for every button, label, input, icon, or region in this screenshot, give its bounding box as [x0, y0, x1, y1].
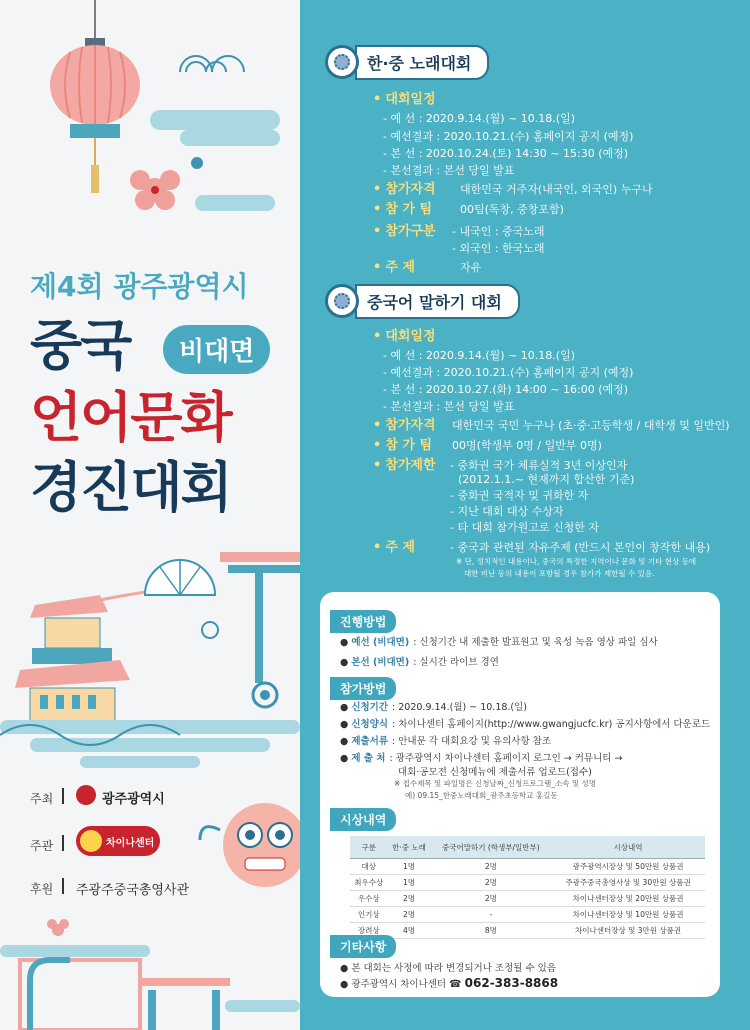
- prize-col-header: 한·중 노래: [387, 836, 430, 859]
- table-row: [350, 923, 705, 939]
- apply-item-label: 신청양식: [351, 719, 389, 730]
- divider: [62, 788, 64, 804]
- song-schedule-line: - 본 선 : 2020.10.24.(토) 14:30 ~ 15:30 (예정): [383, 147, 629, 160]
- prize-cell: 8명: [431, 923, 551, 939]
- song-schedule-line: - 본선결과 : 본선 당일 발표: [383, 164, 515, 177]
- prize-cell: 1명: [387, 859, 430, 875]
- apply-item: ● 신청양식 : 차이나센터 홈페이지(http://www.gwangjucfc.kr) 공지사항에서 다운로드: [340, 719, 711, 730]
- prize-cell: 차이나센터장상 및 3만원 상품권: [551, 923, 705, 939]
- song-category-label: • 참가구분: [373, 220, 436, 239]
- poster-title-line3: 경진대회: [30, 456, 231, 519]
- speech-restriction: - 지난 대회 대상 수상자: [450, 505, 564, 518]
- prize-table: [350, 836, 705, 939]
- prize-cell: 2명: [387, 907, 430, 923]
- poster-title-line1: 중국: [30, 314, 131, 377]
- flower-emblem-icon: [325, 45, 359, 79]
- speech-eligibility-label: • 참가자격: [373, 414, 436, 433]
- speech-restriction: - 중화권 국가 체류실적 3년 이상인자: [450, 459, 628, 472]
- apply-item: ● 제출서류 : 안내문 각 대회요강 및 유의사항 참조: [340, 736, 552, 747]
- song-schedule-label: • 대회일정: [373, 88, 436, 107]
- table-row: [350, 859, 705, 875]
- process-item: ● 예선 (비대면) : 신청기간 내 제출한 발표원고 및 육성 녹음 영상 파일 심사: [340, 637, 658, 648]
- etc-item: ● 본 대회는 사정에 따라 변경되거나 조정될 수 있음: [340, 963, 556, 974]
- prize-table-header: [350, 836, 705, 859]
- phone-icon: ☎: [449, 979, 462, 990]
- apply-item-label: 제 출 처: [351, 753, 386, 764]
- apply-item-text: : 광주광역시 차이나센터 홈페이지 로그인 → 커뮤니티 →: [389, 753, 623, 764]
- prize-cell: 1명: [387, 875, 430, 891]
- speech-restriction: - 중화권 국적자 및 귀화한 자: [450, 489, 589, 502]
- apply-item-label: 제출서류: [351, 736, 389, 747]
- manager-label: 주관: [30, 839, 54, 853]
- etc-heading: 기타사항: [330, 935, 396, 958]
- apply-item-label: 신청기간: [351, 702, 389, 713]
- song-schedule-line: - 예 선 : 2020.9.14.(월) ~ 10.18.(일): [383, 112, 576, 125]
- speech-restriction-label: • 참가제한: [373, 454, 436, 473]
- flower-emblem-icon: [325, 284, 359, 318]
- song-schedule-line: - 예선결과 : 2020.10.21.(수) 홈페이지 공지 (예정): [383, 130, 634, 143]
- etc-phone: 062-383-8868: [464, 976, 559, 990]
- prize-cell: 대상: [350, 859, 387, 875]
- apply-item: ● 제 출 처 : 광주광역시 차이나센터 홈페이지 로그인 → 커뮤니티 →: [340, 753, 623, 764]
- speech-note: ※ 단, 정치적인 내용이나, 중국의 특정한 지역이나 문화 및 기타 현상 등에: [456, 557, 697, 566]
- song-eligibility: 대한민국 거주자(내국인, 외국인) 누구나: [460, 183, 653, 196]
- prize-cell: 2명: [431, 859, 551, 875]
- table-row: [350, 875, 705, 891]
- speech-restriction: - 타 대회 참가원고로 신청한 자: [450, 521, 599, 534]
- apply-note: 예) 09.15_한중노래대회_광주초등학교 홍길동: [405, 791, 558, 800]
- prize-cell: 장려상: [350, 923, 387, 939]
- divider: [62, 878, 64, 894]
- sponsor-label: 후원: [30, 882, 54, 896]
- poster-title-line2: 언어문화: [30, 386, 231, 449]
- song-teams: 00팀(독창, 중창포함): [460, 203, 564, 216]
- etc-contact: ● 광주광역시 차이나센터 ☎ 062-383-8868: [340, 976, 559, 990]
- table-row: [350, 907, 705, 923]
- speech-schedule-line: - 본 선 : 2020.10.27.(화) 14:00 ~ 16:00 (예정): [383, 383, 629, 396]
- song-section-title: 한·중 노래대회: [355, 45, 489, 80]
- prize-cell: 인기상: [350, 907, 387, 923]
- apply-item-text: : 차이나센터 홈페이지(http://www.gwangjucfc.kr) 공지사항에서 다운로드: [392, 719, 711, 730]
- process-item-label: 예선 (비대면): [351, 637, 410, 648]
- china-center-logo: [76, 826, 160, 856]
- poster-subtitle: 제4회 광주광역시: [30, 270, 249, 303]
- etc-item-text: 본 대회는 사정에 따라 변경되거나 조정될 수 있음: [351, 963, 556, 974]
- song-teams-label: • 참 가 팀: [373, 198, 432, 217]
- speech-schedule-label: • 대회일정: [373, 325, 436, 344]
- apply-submit-cont: 대회·공모전 신청메뉴에 제출서류 업로드(접수): [398, 767, 592, 778]
- song-theme-label: • 주 제: [373, 256, 415, 275]
- prize-cell: 우수상: [350, 891, 387, 907]
- process-item-text: : 신청기간 내 제출한 발표원고 및 육성 녹음 영상 파일 심사: [413, 637, 658, 648]
- song-category: - 내국인 : 중국노래: [452, 225, 545, 238]
- apply-item-text: : 2020.9.14.(월) ~ 10.18.(일): [392, 702, 528, 713]
- process-item: ● 본선 (비대면) : 실시간 라이브 경연: [340, 657, 499, 668]
- prize-col-header: 구분: [350, 836, 387, 859]
- prize-cell: -: [431, 907, 551, 923]
- song-eligibility-label: • 참가자격: [373, 178, 436, 197]
- speech-schedule-line: - 본선결과 : 본선 당일 발표: [383, 400, 515, 413]
- speech-restriction: (2012.1.1.~ 현재까지 합산한 기준): [458, 473, 635, 486]
- apply-heading: 참가방법: [330, 677, 396, 700]
- prize-cell: 광주광역시장상 및 50만원 상품권: [551, 859, 705, 875]
- divider: [62, 835, 64, 851]
- host-name: 광주광역시: [102, 792, 165, 807]
- prizes-heading: 시상내역: [330, 808, 396, 831]
- prize-col-header: 시상내역: [551, 836, 705, 859]
- song-theme: 자유: [460, 261, 482, 274]
- process-heading: 진행방법: [330, 610, 396, 633]
- speech-teams: 00명(학생부 0명 / 일반부 0명): [452, 439, 602, 452]
- poster-left-panel: [0, 0, 300, 1030]
- gwangju-logo-icon: [76, 785, 96, 805]
- manager-name: 차이나센터: [106, 838, 155, 849]
- etc-contact-label: 광주광역시 차이나센터: [351, 979, 447, 990]
- prize-cell: 2명: [431, 875, 551, 891]
- speech-note: 대한 비난 등의 내용이 포함될 경우 참가가 제한될 수 있음.: [464, 569, 655, 578]
- speech-section-header: [325, 287, 520, 315]
- process-item-label: 본선 (비대면): [351, 657, 410, 668]
- speech-theme-label: • 주 제: [373, 536, 415, 555]
- process-item-text: : 실시간 라이브 경연: [413, 657, 499, 668]
- table-row: [350, 891, 705, 907]
- host-label: 주최: [30, 792, 54, 806]
- prize-cell: 2명: [387, 891, 430, 907]
- prize-cell: 주광주중국총영사상 및 30만원 상품권: [551, 875, 705, 891]
- speech-schedule-line: - 예선결과 : 2020.10.21.(수) 홈페이지 공지 (예정): [383, 366, 634, 379]
- prize-cell: 최우수상: [350, 875, 387, 891]
- star-emblem-icon: [80, 830, 102, 852]
- prize-col-header: 중국어말하기 (학생부/일반부): [431, 836, 551, 859]
- song-section-header: [325, 48, 489, 76]
- speech-section-title: 중국어 말하기 대회: [355, 284, 520, 319]
- prize-cell: 4명: [387, 923, 430, 939]
- prize-cell: 2명: [431, 891, 551, 907]
- speech-schedule-line: - 예 선 : 2020.9.14.(월) ~ 10.18.(일): [383, 349, 576, 362]
- speech-teams-label: • 참 가 팀: [373, 434, 432, 453]
- online-badge: 비대면: [163, 325, 270, 374]
- apply-note: ※ 접수제목 및 파일명은 신청날짜_신청프로그램_소속 및 성명: [394, 779, 596, 788]
- speech-eligibility: 대한민국 국민 누구나 (초·중·고등학생 / 대학생 및 일반인): [452, 419, 730, 432]
- apply-item: ● 신청기간 : 2020.9.14.(월) ~ 10.18.(일): [340, 702, 528, 713]
- prize-cell: 차이나센터장상 및 10만원 상품권: [551, 907, 705, 923]
- prize-cell: 차이나센터장상 및 20만원 상품권: [551, 891, 705, 907]
- speech-theme: - 중국과 관련된 자유주제 (반드시 본인이 창작한 내용): [450, 541, 711, 554]
- song-category: - 외국인 : 한국노래: [452, 242, 545, 255]
- sponsor-name: 주광주중국총영사관: [76, 883, 190, 898]
- apply-item-text: : 안내문 각 대회요강 및 유의사항 참조: [392, 736, 552, 747]
